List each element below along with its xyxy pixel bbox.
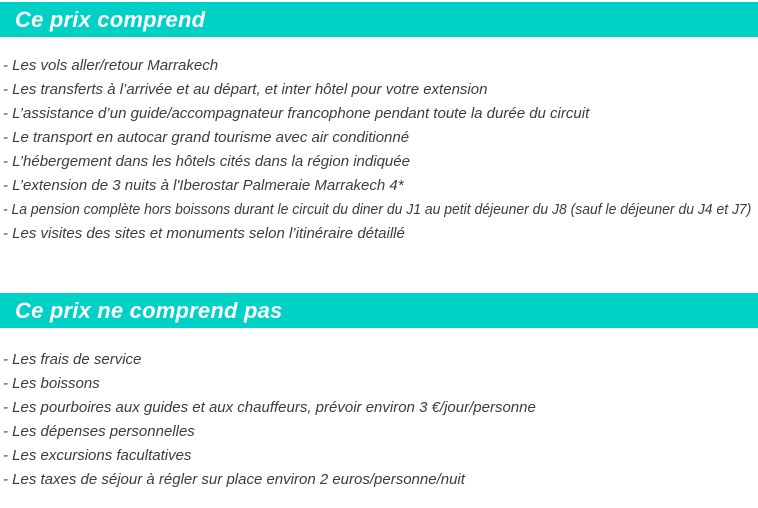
list-item: - Les vols aller/retour Marrakech: [3, 57, 219, 74]
list-item: - Les pourboires aux guides et aux chauffeurs, prévoir environ 3 €/jour/personne: [3, 399, 536, 416]
list-item: - Les taxes de séjour à régler sur place environ 2 euros/personne/nuit: [3, 471, 465, 488]
list-item: - Les dépenses personnelles: [3, 423, 195, 440]
section-title-included: Ce prix comprend: [15, 6, 206, 32]
included-list: [0, 37, 758, 246]
list-item: - L’hébergement dans les hôtels cités dans la région indiquée: [3, 153, 410, 170]
section-price-included: [0, 2, 758, 246]
list-item: - La pension complète hors boissons durant le circuit du diner du J1 au petit déjeuner du J8 (sauf le déjeuner du J4 et J7): [3, 201, 752, 218]
list-item: - Les transferts à l’arrivée et au départ, et inter hôtel pour votre extension: [3, 81, 488, 98]
list-item: - Les boissons: [3, 375, 100, 392]
excluded-list: [0, 328, 758, 492]
list-item: - L’extension de 3 nuits à l'Iberostar Palmeraie Marrakech 4*: [3, 177, 404, 194]
list-item: - Le transport en autocar grand tourisme avec air conditionné: [3, 129, 410, 146]
section-title-excluded: Ce prix ne comprend pas: [15, 297, 283, 323]
list-item: - L’assistance d’un guide/accompagnateur francophone pendant toute la durée du circuit: [3, 105, 590, 122]
list-item: - Les visites des sites et monuments selon l’itinéraire détaillé: [3, 225, 405, 242]
list-item: - Les excursions facultatives: [3, 447, 192, 464]
section-header-excluded: [0, 293, 758, 328]
section-price-excluded: [0, 293, 758, 492]
section-header-included: [0, 2, 758, 37]
list-item: - Les frais de service: [3, 351, 142, 368]
